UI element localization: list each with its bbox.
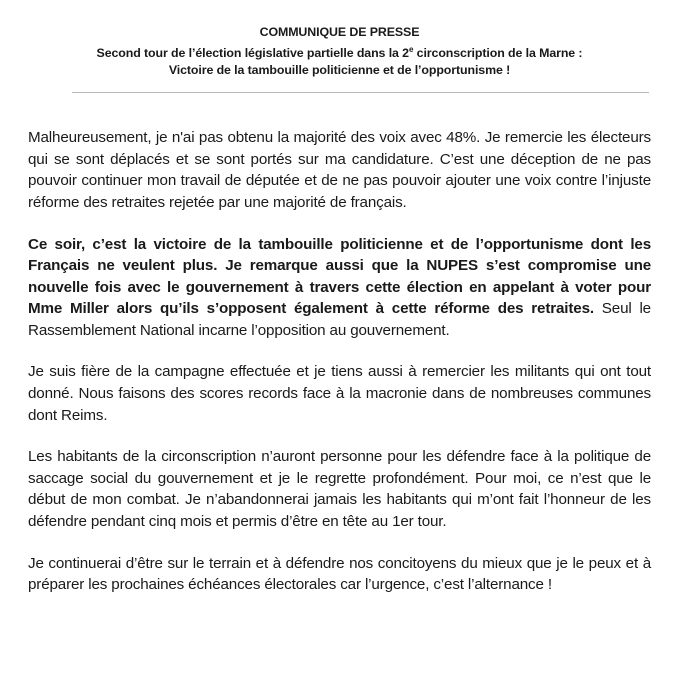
paragraph-4: Les habitants de la circonscription n’auront personne pour les défendre face à la politique de saccage social du gouvernement et je le regrette profondément. Pour moi, ce n’est que le début de mon combat. Je n’abandonnerai jamais les habitants qui m’ont fait l’honneur de les défendre pendant cinq mois et permis d’être en tête au 1er tour.	[28, 448, 651, 531]
paragraph-2-bold: Ce soir, c’est la victoire de la tambouille politicienne et de l’opportunisme dont les Français ne veulent plus. Je remarque aussi que la NUPES s’est compromise une nouvelle fois avec le gouvernement à travers cette élection en appelant à voter pour Mme Miller alors qu’ils s’opposent également à cette réforme des retraites.	[28, 235, 651, 318]
paragraph-3: Je suis fière de la campagne effectuée et je tiens aussi à remercier les militants qui ont tout donné. Nous faisons des scores records face à la macronie dans de nombreuses communes dont Reims.	[28, 363, 651, 424]
document-kicker: COMMUNIQUE DE PRESSE	[259, 25, 420, 39]
press-release-header	[28, 24, 651, 79]
press-release-body	[28, 127, 651, 596]
headline-line-1-start: Second tour de l’élection législative partielle dans la 2	[96, 46, 409, 61]
paragraph-2-regular: Seul le Rassemblement National incarne l’opposition au gouvernement.	[28, 300, 651, 339]
paragraph-2	[28, 234, 651, 342]
ordinal-superscript: e	[408, 45, 414, 54]
header-divider	[72, 92, 649, 93]
headline-line-2: Victoire de la tambouille politicienne et de l’opportunisme !	[168, 63, 511, 78]
headline-line-1	[28, 41, 651, 62]
paragraph-5: Je continuerai d’être sur le terrain et à défendre nos concitoyens du mieux que je le peux et à préparer les prochaines échéances électorales car l’urgence, c’est l’alternance !	[28, 554, 651, 594]
headline-line-1-end: circonscription de la Marne :	[413, 46, 583, 61]
paragraph-1: Malheureusement, je n'ai pas obtenu la majorité des voix avec 48%. Je remercie les électeurs qui se sont déplacés et se sont portés sur ma candidature. C’est une déception de ne pas pouvoir continuer mon travail de députée et de ne pas pouvoir ajouter une voix contre l’injuste réforme des retraites rejetée par une majorité de français.	[28, 129, 651, 211]
